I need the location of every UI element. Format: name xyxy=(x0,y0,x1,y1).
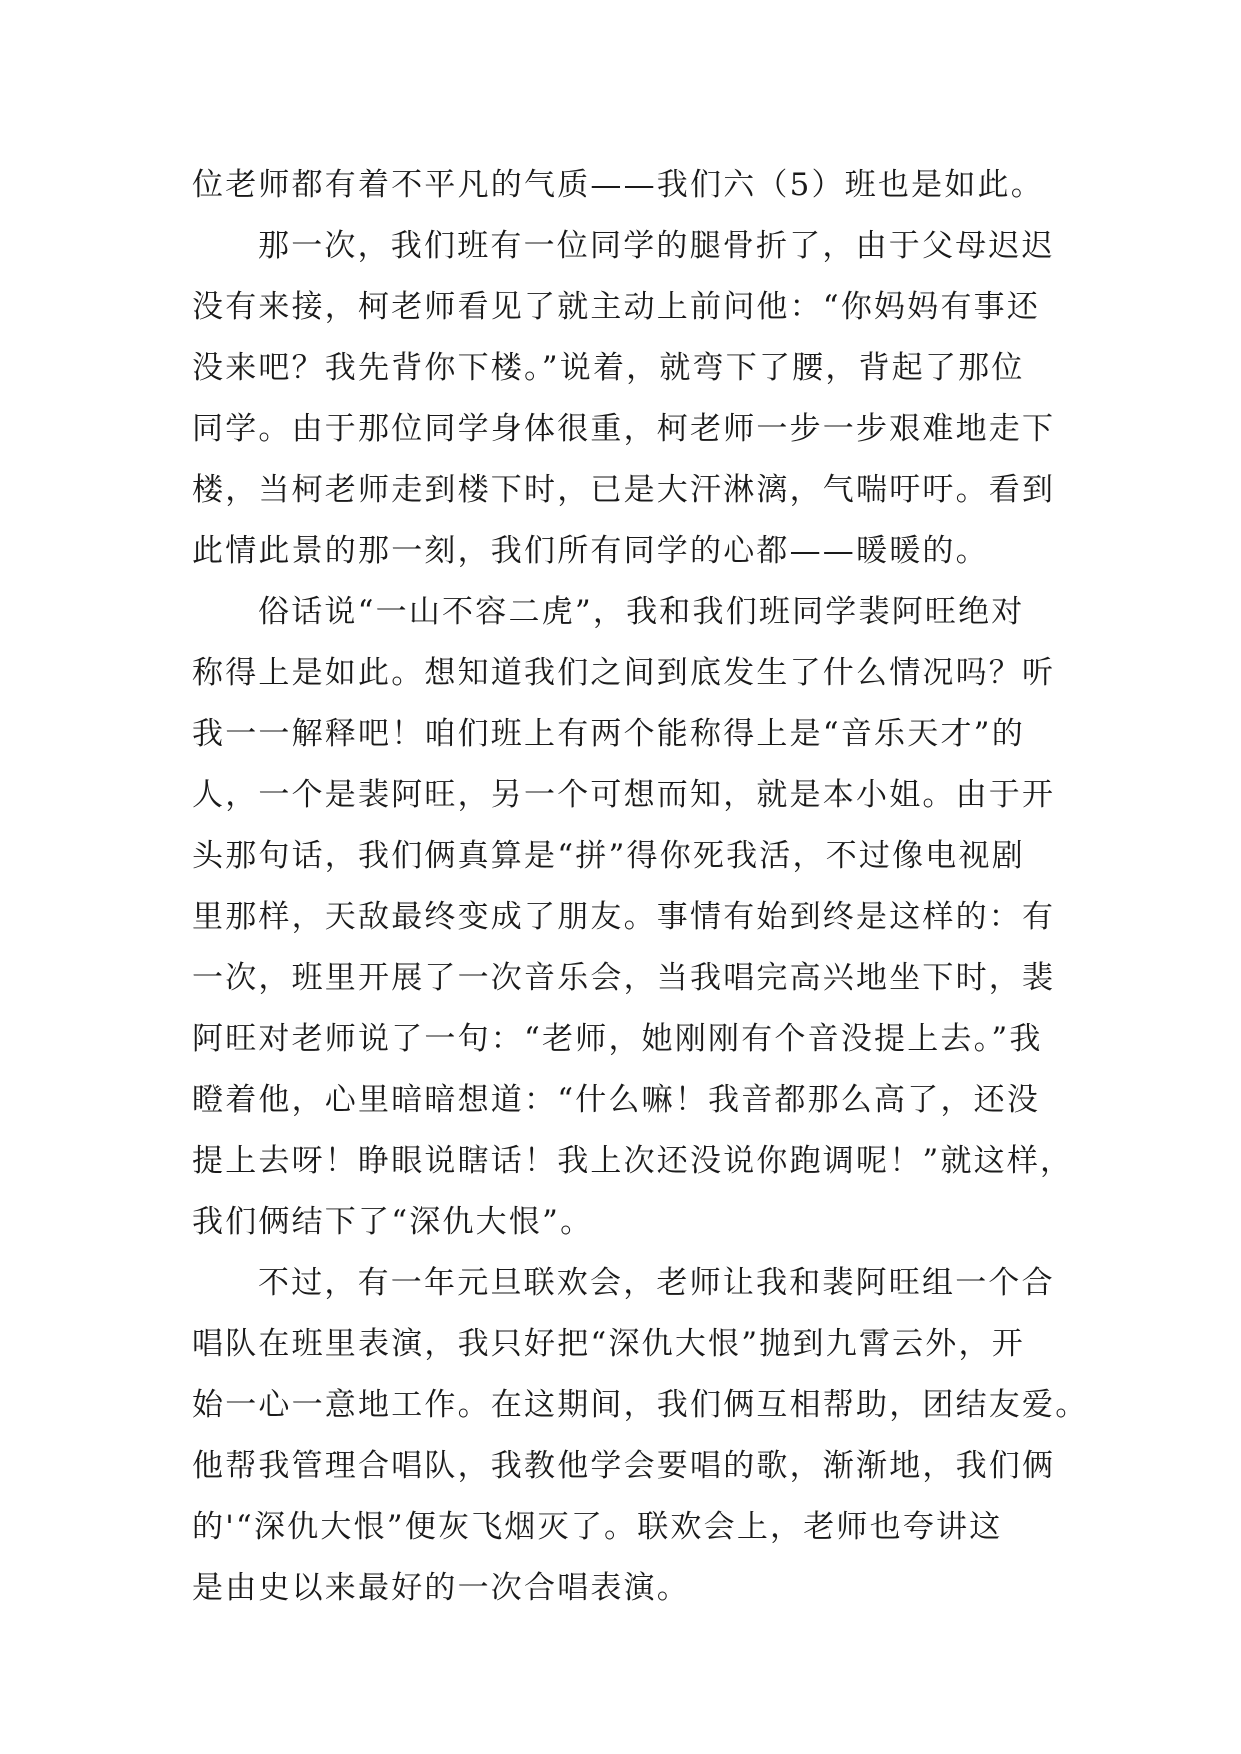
text-line: 没来吧？我先背你下楼。”说着，就弯下了腰，背起了那位 xyxy=(192,350,1025,386)
text-line: 一次，班里开展了一次音乐会，当我唱完高兴地坐下时，裴 xyxy=(192,960,1056,996)
body-text xyxy=(192,155,1089,1619)
paragraph-first-line: 那一次，我们班有一位同学的腿骨折了，由于父母迟迟 xyxy=(258,228,1055,264)
text-line: 我们俩结下了“深仇大恨”。 xyxy=(192,1204,594,1240)
text-line: 我一一解释吧！咱们班上有两个能称得上是“音乐天才”的 xyxy=(192,716,1025,752)
text-line: 瞪着他，心里暗暗想道：“什么嘛！我音都那么高了，还没 xyxy=(192,1082,1041,1118)
text-line: 头那句话，我们俩真算是“拼”得你死我活，不过像电视剧 xyxy=(192,838,1025,874)
paragraph-first-line: 不过，有一年元旦联欢会，老师让我和裴阿旺组一个合 xyxy=(258,1265,1055,1301)
text-line: 的'“深仇大恨”便灰飞烟灭了。联欢会上，老师也夸讲这 xyxy=(192,1509,1003,1545)
text-line: 里那样，天敌最终变成了朋友。事情有始到终是这样的：有 xyxy=(192,899,1056,935)
text-line: 他帮我管理合唱队，我教他学会要唱的歌，渐渐地，我们俩 xyxy=(192,1448,1056,1484)
text-line: 同学。由于那位同学身体很重，柯老师一步一步艰难地走下 xyxy=(192,411,1056,447)
text-line: 唱队在班里表演，我只好把“深仇大恨”抛到九霄云外，开 xyxy=(192,1326,1025,1362)
text-line: 位老师都有着不平凡的气质——我们六（5）班也是如此。 xyxy=(192,167,1044,203)
text-line: 楼，当柯老师走到楼下时，已是大汗淋漓，气喘吁吁。看到 xyxy=(192,472,1056,508)
text-line: 人，一个是裴阿旺，另一个可想而知，就是本小姐。由于开 xyxy=(192,777,1056,813)
text-line: 此情此景的那一刻，我们所有同学的心都——暖暖的。 xyxy=(192,533,989,569)
text-line: 没有来接，柯老师看见了就主动上前问他：“你妈妈有事还 xyxy=(192,289,1041,325)
text-line: 始一心一意地工作。在这期间，我们俩互相帮助，团结友爱。 xyxy=(192,1387,1089,1423)
text-line: 称得上是如此。想知道我们之间到底发生了什么情况吗？听 xyxy=(192,655,1056,691)
text-line: 提上去呀！睁眼说瞎话！我上次还没说你跑调呢！”就这样， xyxy=(192,1143,1074,1179)
text-line: 是由史以来最好的一次合唱表演。 xyxy=(192,1570,690,1606)
paragraph-first-line: 俗话说“一山不容二虎”，我和我们班同学裴阿旺绝对 xyxy=(258,594,1025,630)
text-line: 阿旺对老师说了一句：“老师，她刚刚有个音没提上去。”我 xyxy=(192,1021,1043,1057)
